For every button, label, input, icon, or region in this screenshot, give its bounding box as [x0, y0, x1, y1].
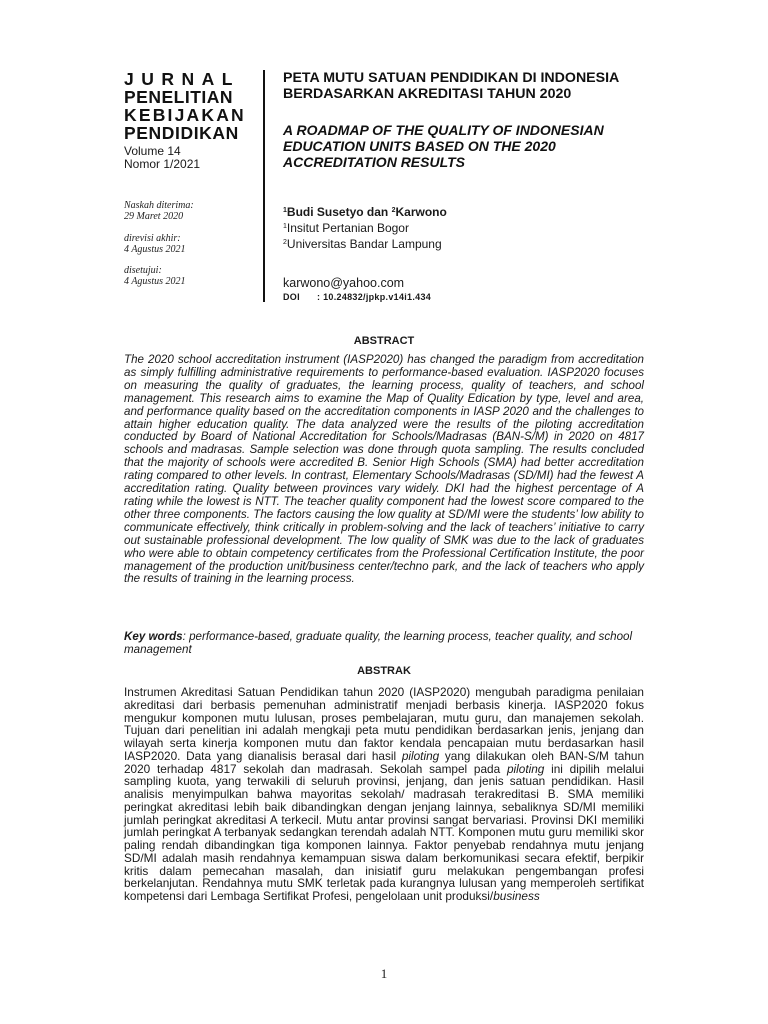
article-title-indonesian: PETA MUTU SATUAN PENDIDIKAN DI INDONESIA BERDASARKAN AKREDITASI TAHUN 2020 [283, 70, 619, 102]
doi-line [283, 292, 431, 303]
approved-label: disetujui: [124, 265, 162, 276]
journal-name-line-4: PENDIDIKAN [124, 123, 239, 143]
author-names [283, 204, 447, 220]
affiliation-1-superscript: 1 [283, 223, 287, 230]
author-1-superscript: 1 [283, 207, 287, 214]
abstrak-indonesian-text [124, 686, 644, 903]
approved-date: 4 Agustus 2021 [124, 275, 186, 287]
abstrak-segment-1: Instrumen Akreditasi Satuan Pendidikan tahun 2020 (IASP2020) mengubah paradigma penilaian akreditasi dari berbasis pemenuhan administratif menjadi berbasis kinerja. IASP2020 fokus mengukur komponen mutu lulusan, proses pembelajaran, mutu guru, dan manajemen sekolah. Tujuan dari penelitian ini adalah mengkaji peta mutu pendidikan berdasarkan jenis, jenjang dan wilayah serta kinerja komponen mutu dan faktor kendala pencapaian mutu berdasarkan hasil IASP2020. Data yang dianalisis berasal dari hasil [124, 685, 644, 763]
received-date: 29 Maret 2020 [124, 210, 184, 222]
doi-value: : 10.24832/jpkp.v14i1.434 [317, 292, 432, 302]
abstract-english-text: The 2020 school accreditation instrument (IASP2020) has changed the paradigm from accreditation as simply fulfilling administrative requirements to performance-based evaluation. IASP2020 focuses on measuring the quality of graduates, the learning process, quality of teachers, and school management. This research aims to examine the Map of Quality Edication by type, level and area, and performance quality based on the accreditation components in IASP 2020 and the challenges to attain higher education quality. The data analyzed were the results of the piloting accreditation conducted by Board of National Accreditation for Schools/Madrasas (BAN-S/M) in 2020 on 4817 schools and madrasas. Sample selection was done through quota sampling. The results concluded that the majority of schools were accredited B. Senior High Schools (SMA) had better accreditation rating compared to other levels. In contrast, Elementary Schools/Madrasas (SD/MI) had the fewest A accreditation rating. Quality between provinces vary widely. DKI had the highest percentage of A rating while the lowest is NTT. The teacher quality component had the lowest score compared to the other three components. The factors causing the low quality at SD/MI were the students’ low ability to communicate effectively, think critically in problem-solving and the lack of teachers’ initiative to carry out sustainable professional development. The low quality of SMK was due to the lack of graduates who were able to obtain competency certificates from the Professional Certification Institute, the poor management of the production unit/business center/techno park, and the lack of teachers who apply the results of training in the learning process. [124, 353, 644, 586]
affiliation-2-superscript: 2 [283, 239, 287, 246]
affiliation-1 [283, 220, 447, 236]
keywords-text: : performance-based, graduate quality, the learning process, teacher quality, and school management [124, 630, 633, 656]
page-number: 1 [380, 966, 388, 981]
affiliation-2-text: Universitas Bandar Lampung [286, 237, 442, 251]
affiliation-1-text: Insitut Pertanian Bogor [286, 221, 409, 235]
revised-label: direvisi akhir: [124, 233, 181, 244]
journal-masthead [124, 70, 256, 171]
journal-name-line-2: PENELITIAN [124, 87, 234, 107]
journal-number: Nomor 1/2021 [124, 157, 201, 171]
abstrak-italic-2: piloting [506, 761, 545, 776]
author-1-name: Budi Susetyo dan [286, 205, 392, 219]
approved-date-block [124, 266, 186, 287]
received-label: Naskah diterima: [124, 200, 194, 211]
affiliation-2 [283, 236, 447, 252]
keywords-label: Key words [124, 630, 183, 643]
abstrak-italic-3: business [493, 889, 540, 903]
revised-date-block [124, 234, 186, 255]
abstract-heading: ABSTRACT [353, 335, 415, 347]
header-divider [263, 70, 265, 302]
keywords [124, 630, 644, 656]
journal-name-line-1: JURNAL [124, 69, 240, 89]
abstrak-segment-2: yang dilakukan oleh BAN-S/M tahun 2020 terhadap 4817 sekolah dan madrasah. Sekolah sampel pada [124, 748, 645, 776]
abstrak-italic-1: piloting [401, 748, 440, 763]
journal-name-line-3: KEBIJAKAN [124, 105, 246, 125]
doi-label: DOI [283, 292, 300, 302]
article-title-english: A ROADMAP OF THE QUALITY OF INDONESIAN EDUCATION UNITS BASED ON THE 2020 ACCREDITATION RESULTS [283, 122, 604, 170]
author-2-superscript: 2 [391, 207, 396, 214]
received-date-block [124, 201, 194, 222]
abstrak-segment-3: ini dipilih melalui sampling kuota, yang terwakili di seluruh provinsi, jenjang, dan jenis satuan pendidikan. Hasil analisis menyimpulkan bahwa mayoritas sekolah/ madrasah terakreditasi B. SMA memiliki peringkat akreditasi lebih baik dibandingkan dengan jenjang lainnya, sebaliknya SD/MI memiliki jumlah peringkat akreditasi A terkecil. Mutu antar provinsi sangat bervariasi. Provinsi DKI memiliki jumlah peringkat A terbanyak sedangkan terendah adalah NTT. Komponen mutu guru memiliki skor paling rendah dibandingkan tiga komponen lainnya. Faktor penyebab rendahnya mutu jenjang SD/MI adalah masih rendahnya kemampuan siswa dalam berkomunikasi secara efektif, berpikir kritis dalam pemecahan masalah, dan inisiatif guru melakukan pengembangan profesi berkelanjutan. Rendahnya mutu SMK terletak pada kurangnya lulusan yang memperoleh sertifikat kompetensi dari Lembaga Sertifikat Profesi, pengelolaan unit produksi/ [124, 761, 644, 903]
revised-date: 4 Agustus 2021 [124, 243, 186, 255]
author-email: karwono@yahoo.com [283, 276, 405, 290]
author-2-name: Karwono [395, 205, 447, 219]
abstrak-heading: ABSTRAK [357, 665, 411, 677]
author-block [283, 204, 447, 252]
journal-volume: Volume 14 [124, 144, 181, 158]
